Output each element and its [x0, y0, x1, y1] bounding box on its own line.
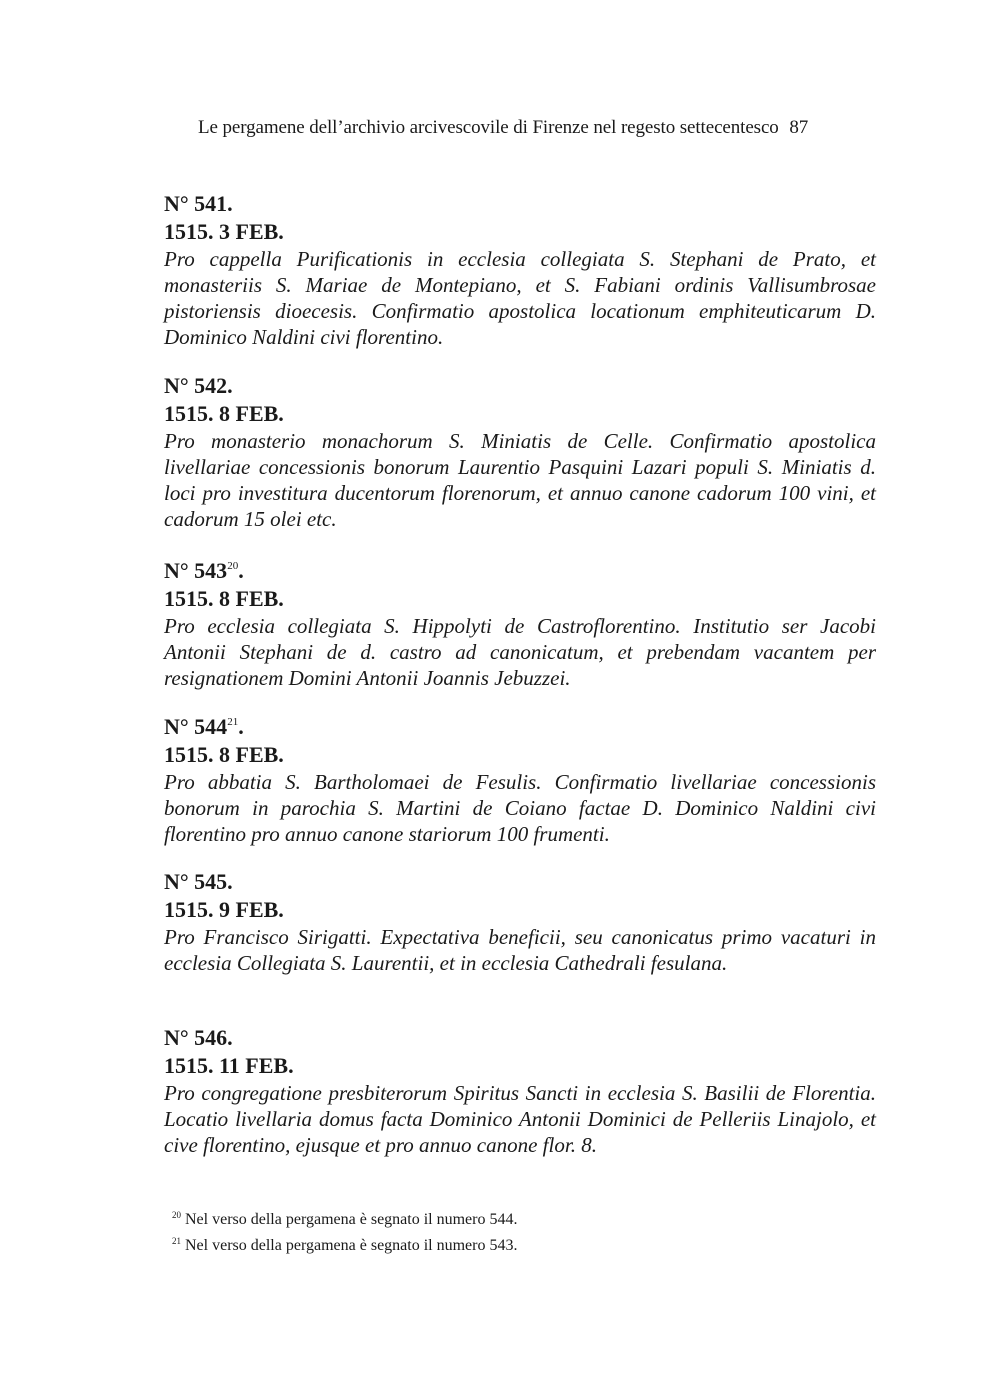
entry-number-text: N° 542. — [164, 373, 233, 398]
footnotes — [172, 1207, 772, 1259]
page-number: 87 — [789, 117, 809, 138]
entry-date: 1515. 3 FEB. — [164, 219, 284, 244]
entry-number — [164, 1024, 876, 1052]
entry-number-text: N° 544 — [164, 714, 228, 739]
entry-text: Pro ecclesia collegiata S. Hippolyti de Castroflorentino. Institutio ser Jacobi Antonii Stephani de d. castro ad canonicatum, et prebendam vacantem per resignationem Domini Antonii Joannis Jebuzzei. — [164, 614, 876, 690]
entry-date: 1515. 9 FEB. — [164, 897, 284, 922]
entry-number-text: N° 541. — [164, 191, 233, 216]
entry-541 — [164, 190, 876, 350]
footnote-ref[interactable]: 20 — [227, 560, 239, 572]
footnote-ref[interactable]: 21 — [227, 716, 239, 728]
entry-date: 1515. 8 FEB. — [164, 401, 284, 426]
entry-text: Pro cappella Purificationis in ecclesia collegiata S. Stephani de Prato, et monasteriis S. Mariae de Montepiano, et S. Fabiani ordinis Vallisumbrosae pistoriensis dioecesis. Confirmatio apostolica locationum emphiteuticarum D. Dominico Naldini civi florentino. — [164, 247, 876, 349]
entry-number-suffix: . — [238, 558, 244, 583]
entry-number-text: N° 546. — [164, 1025, 233, 1050]
entry-text: Pro abbatia S. Bartholomaei de Fesulis. Confirmatio livellariae concessionis bonorum in parochia S. Martini de Coiano factae D. Dominico Naldini civi florentino pro annuo canone stariorum 100 frumenti. — [164, 770, 876, 846]
footnote-text: Nel verso della pergamena è segnato il numero 544. — [185, 1211, 518, 1228]
footnote-21 — [172, 1233, 772, 1259]
running-title: Le pergamene dell’archivio arcivescovile di Firenze nel regesto settecentesco — [198, 117, 779, 138]
entry-546 — [164, 1024, 876, 1158]
entry-text: Pro congregatione presbiterorum Spiritus Sancti in ecclesia S. Basilii de Florentia. Locatio livellaria domus facta Dominico Antonii Dominici de Pelleriis Linajolo, et cive florentino, ejusque et pro annuo canone flor. 8. — [164, 1081, 876, 1157]
entry-number — [164, 557, 876, 585]
running-head — [198, 117, 878, 139]
entry-date: 1515. 8 FEB. — [164, 586, 284, 611]
entry-number-suffix: . — [238, 714, 244, 739]
entry-text: Pro Francisco Sirigatti. Expectativa beneficii, seu canonicatus primo vacaturi in ecclesia Collegiata S. Laurentii, et in ecclesia Cathedrali fesulana. — [164, 925, 876, 975]
entry-number — [164, 190, 876, 218]
footnote-20 — [172, 1207, 772, 1233]
entry-number — [164, 372, 876, 400]
entry-number — [164, 868, 876, 896]
footnote-text: Nel verso della pergamena è segnato il numero 543. — [185, 1237, 518, 1254]
entry-544 — [164, 713, 876, 847]
entry-date: 1515. 8 FEB. — [164, 742, 284, 767]
entry-number-text: N° 543 — [164, 558, 228, 583]
footnote-marker: 21 — [172, 1236, 181, 1246]
entry-number — [164, 713, 876, 741]
entry-545 — [164, 868, 876, 976]
entry-text: Pro monasterio monachorum S. Miniatis de Celle. Confirmatio apostolica livellariae concessionis bonorum Laurentio Pasquini Lazari populi S. Miniatis d. loci pro investitura ducentorum florenorum, et annuo canone cadorum 100 vini, et cadorum 15 olei etc. — [164, 429, 876, 531]
entry-date: 1515. 11 FEB. — [164, 1053, 294, 1078]
entry-number-text: N° 545. — [164, 869, 233, 894]
entry-543 — [164, 557, 876, 691]
entry-542 — [164, 372, 876, 532]
footnote-marker: 20 — [172, 1210, 181, 1220]
